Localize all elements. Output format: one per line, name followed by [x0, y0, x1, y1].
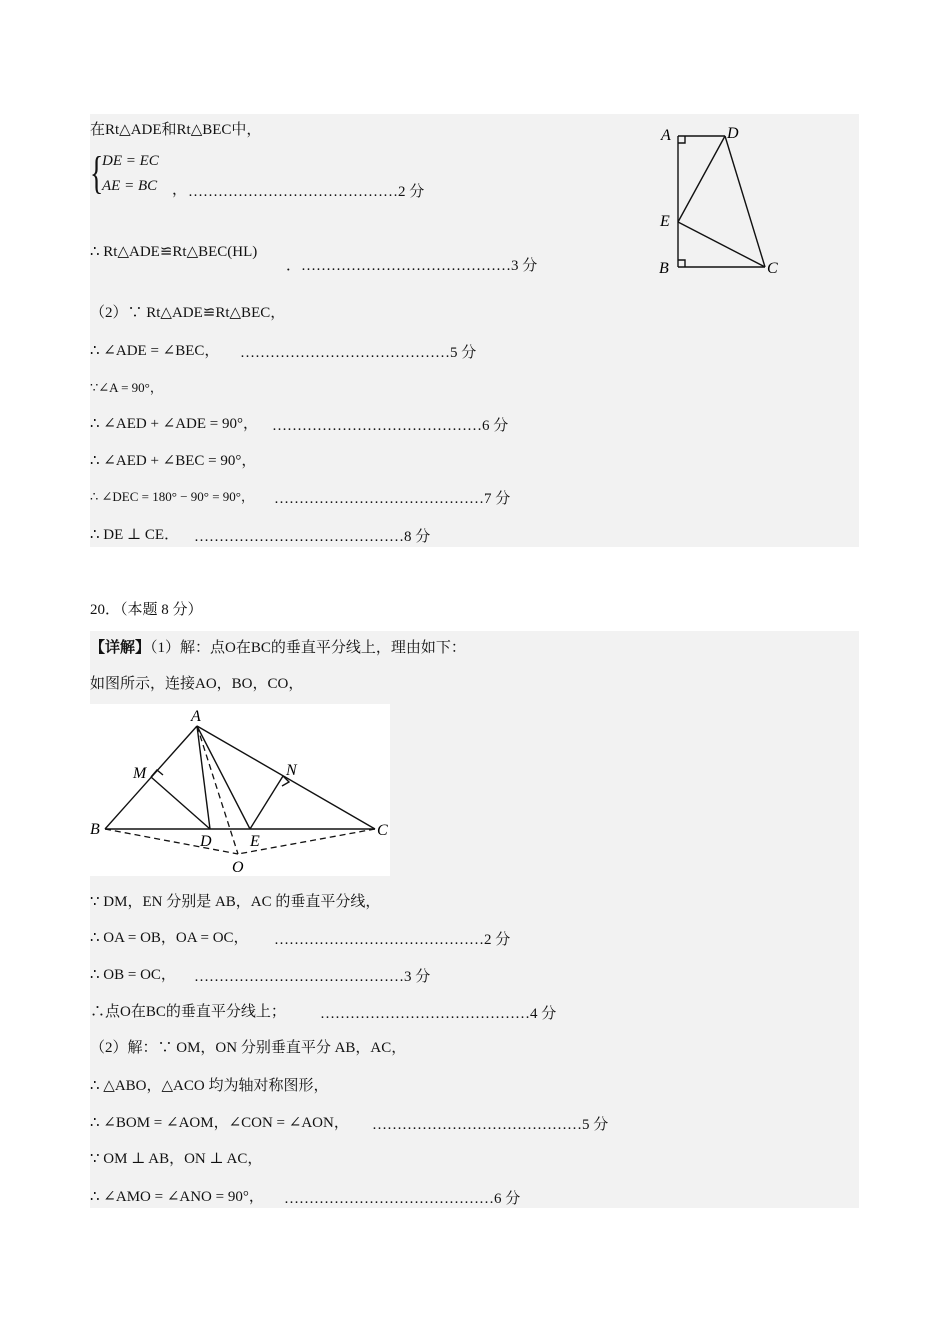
triangle-figure	[90, 704, 390, 876]
score-mark: ……………………………………8 分	[194, 529, 431, 545]
vertex-label-c: C	[377, 822, 388, 839]
right-angle-mark-m	[151, 770, 163, 777]
connect-line: 如图所示，连接AO，BO，CO，	[90, 676, 304, 692]
segment-ne	[250, 776, 283, 829]
quadrilateral-figure	[655, 120, 855, 280]
segment-ec	[678, 222, 765, 267]
vertex-label-e: E	[250, 833, 260, 850]
score-mark: ……………………………………7 分	[274, 491, 511, 507]
segment-de	[678, 136, 725, 222]
proof-line: ∵∠A = 90°，	[90, 380, 163, 395]
vertex-label-d: D	[727, 125, 739, 142]
right-angle-mark-a	[678, 136, 685, 143]
score-mark: ……………………………………6 分	[284, 1191, 521, 1207]
proof-line: ∴ ∠DEC = 180° − 90° = 90°，	[90, 489, 255, 504]
proof-line: ∴ ∠AMO = ∠ANO = 90°，	[90, 1189, 264, 1205]
proof-line: ∴ OB = OC，	[90, 967, 176, 983]
proof-line: （2）∵ Rt△ADE≌Rt△BEC，	[90, 305, 286, 321]
system-eq-2: AE = BC	[102, 178, 158, 194]
detail-text: （1）解：点O在BC的垂直平分线上，理由如下：	[150, 640, 466, 656]
system-eq-1: DE = EC	[102, 153, 159, 169]
system-brace: {	[90, 147, 104, 198]
vertex-label-e: E	[660, 213, 670, 230]
score-mark: ……………………………………4 分	[320, 1006, 557, 1022]
proof-line: ∴ OA = OB，OA = OC，	[90, 930, 249, 946]
proof-line: ∴ △ABO，△ACO 均为轴对称图形，	[90, 1078, 329, 1094]
vertex-label-n: N	[286, 762, 297, 779]
proof-line: ∴点O在BC的垂直平分线上；	[90, 1004, 286, 1020]
solution-panel-question20	[90, 631, 859, 1208]
solution-panel-part1	[90, 114, 859, 547]
proof-line: ∴ ∠AED + ∠ADE = 90°，	[90, 416, 259, 432]
score-mark: ……………………………………2 分	[274, 932, 511, 948]
proof-line: ∴ ∠AED + ∠BEC = 90°，	[90, 453, 257, 469]
vertex-label-o: O	[232, 859, 244, 876]
vertex-label-c: C	[767, 260, 778, 277]
score-mark: ……………………………………5 分	[372, 1117, 609, 1133]
segment-dc	[725, 136, 765, 267]
score-mark: ……………………………………6 分	[272, 418, 509, 434]
proof-line: ∵ DM，EN 分别是 AB，AC 的垂直平分线，	[90, 894, 381, 910]
vertex-label-b: B	[90, 821, 100, 838]
score-mark: ……………………………………3 分	[194, 969, 431, 985]
segment-bo	[105, 829, 238, 854]
system-suffix: ，	[172, 182, 188, 198]
system-score: ……………………………………2 分	[188, 184, 425, 200]
right-angle-mark-b	[678, 260, 685, 267]
segment-ad	[197, 726, 210, 829]
proof-line: ∴ DE ⊥ CE．	[90, 527, 180, 543]
detail-line	[90, 638, 466, 658]
vertex-label-b: B	[659, 260, 669, 277]
proof-line: （2）解：∵ OM，ON 分别垂直平分 AB，AC，	[90, 1040, 407, 1056]
proof-line: ∴ ∠BOM = ∠AOM，∠CON = ∠AON，	[90, 1115, 349, 1131]
vertex-label-a: A	[661, 127, 671, 144]
vertex-label-a: A	[191, 708, 201, 725]
question-heading: 20．（本题 8 分）	[90, 602, 203, 618]
score-mark: ……………………………………5 分	[240, 345, 477, 361]
proof-line: ∵ OM ⊥ AB，ON ⊥ AC，	[90, 1151, 263, 1167]
score-mark: ．……………………………………3 分	[286, 258, 538, 274]
intro-line: 在Rt△ADE和Rt△BEC中，	[90, 122, 262, 138]
proof-line: ∴ ∠ADE = ∠BEC，	[90, 343, 220, 359]
proof-line: ∴ Rt△ADE≌Rt△BEC(HL)	[90, 244, 258, 260]
vertex-label-m: M	[133, 765, 147, 782]
vertex-label-d: D	[200, 833, 212, 850]
segment-md	[151, 777, 210, 829]
triangle-figure-wrap	[90, 704, 390, 876]
detail-label: 【详解】	[90, 640, 151, 656]
